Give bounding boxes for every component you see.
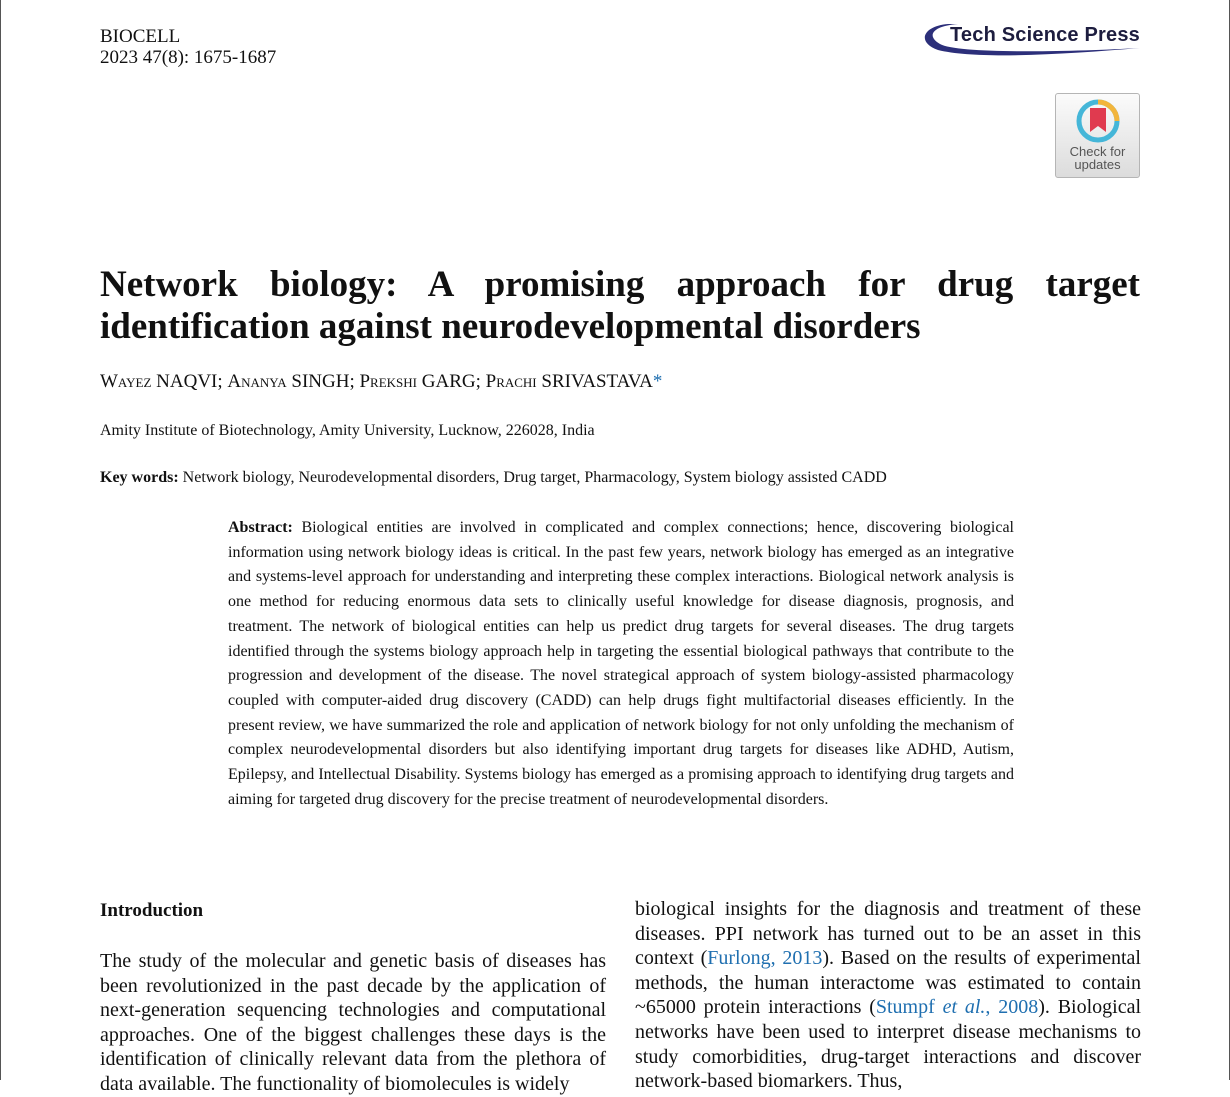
keywords-text: Network biology, Neurodevelopmental disorders, Drug target, Pharmacology, System biology assisted CADD [182, 469, 887, 486]
intro-paragraph-left: The study of the molecular and genetic basis of diseases has been revolutionized in the past decade by the application of next-generation sequencing technologies and computational approaches. One of the biggest challenges these days is the identification of clinically relevant data from the plethora of data available. The functionality of biomolecules is widely [100, 950, 606, 1095]
author-first-name: Prekshi [359, 371, 417, 392]
affiliation: Amity Institute of Biotechnology, Amity University, Lucknow, 226028, India [100, 422, 595, 439]
check-updates-label: Check for updates [1069, 144, 1126, 172]
abstract-label: Abstract: [228, 519, 293, 536]
page-border-left [0, 0, 1, 1080]
right-column [635, 897, 1141, 1094]
corresponding-author-link[interactable]: * [652, 371, 663, 392]
left-column [100, 899, 606, 1097]
publisher-name: Tech Science Press [950, 24, 1141, 46]
article-title: Network biology: A promising approach for drug target identification against neurodevelopmental disorders [100, 264, 1140, 347]
author-first-name: Prachi [485, 371, 537, 392]
keywords [100, 469, 887, 487]
publisher-logo[interactable] [918, 18, 1144, 58]
author-first-name: Wayez [100, 371, 152, 392]
journal-name: BIOCELL [100, 26, 181, 47]
crossmark-icon [1075, 98, 1121, 144]
intro-paragraph-right: biological insights for the diagnosis and treatment of these diseases. PPI network has turned out to be an asset in this context (Furlong, 2013). Based on the results of experimental methods, the human interactome was estimated to contain ~65000 protein interactions (Stumpf et al., 2008). Biological networks have been used to interpret disease mechanisms to study comorbidities, drug-target interactions and discover network-based biomarkers. Thus, [635, 898, 1142, 1093]
section-heading: Introduction [100, 900, 204, 921]
abstract-text: Biological entities are involved in complicated and complex connections; hence, discovering biological information using network biology ideas is critical. In the past few years, network biology has emerged as an integrative and systems-level approach for understanding and interpreting these complex interactions. Biological network analysis is one method for reducing enormous data sets to clinically useful knowledge for disease diagnosis, prognosis, and treatment. The network of biological entities can help us predict drug targets for several diseases. The drug targets identified through the systems biology approach help in targeting the essential biological pathways that contribute to the progression and development of the disease. The novel strategical approach of system biology-assisted pharmacology coupled with computer-aided drug discovery (CADD) can help drugs fight multifactorial diseases efficiently. In the present review, we have summarized the role and application of network biology for not only unfolding the mechanism of complex neurodevelopmental disorders but also identifying important drug targets for diseases like ADHD, Autism, Epilepsy, and Intellectual Disability. Systems biology has emerged as a promising approach to identifying drug targets and aiming for targeted drug discovery for the precise treatment of neurodevelopmental disorders. [228, 519, 1014, 808]
journal-issue: 2023 47(8): 1675-1687 [100, 47, 277, 68]
author-last-name: SRIVASTAVA [541, 371, 653, 392]
author-list: Wayez NAQVI; Ananya SINGH; Prekshi GARG; Prachi SRIVASTAVA* [100, 371, 663, 392]
citation-link[interactable]: Furlong, 2013 [707, 947, 823, 970]
author-last-name: SINGH [291, 371, 350, 392]
author-last-name: GARG [421, 371, 476, 392]
check-for-updates-button[interactable] [1055, 93, 1140, 178]
citation-link[interactable]: Stumpf et al., 2008 [875, 996, 1039, 1019]
abstract [228, 516, 1014, 812]
author-last-name: NAQVI [156, 371, 218, 392]
journal-info [100, 26, 276, 68]
keywords-label: Key words: [100, 469, 179, 486]
author-first-name: Ananya [227, 371, 287, 392]
